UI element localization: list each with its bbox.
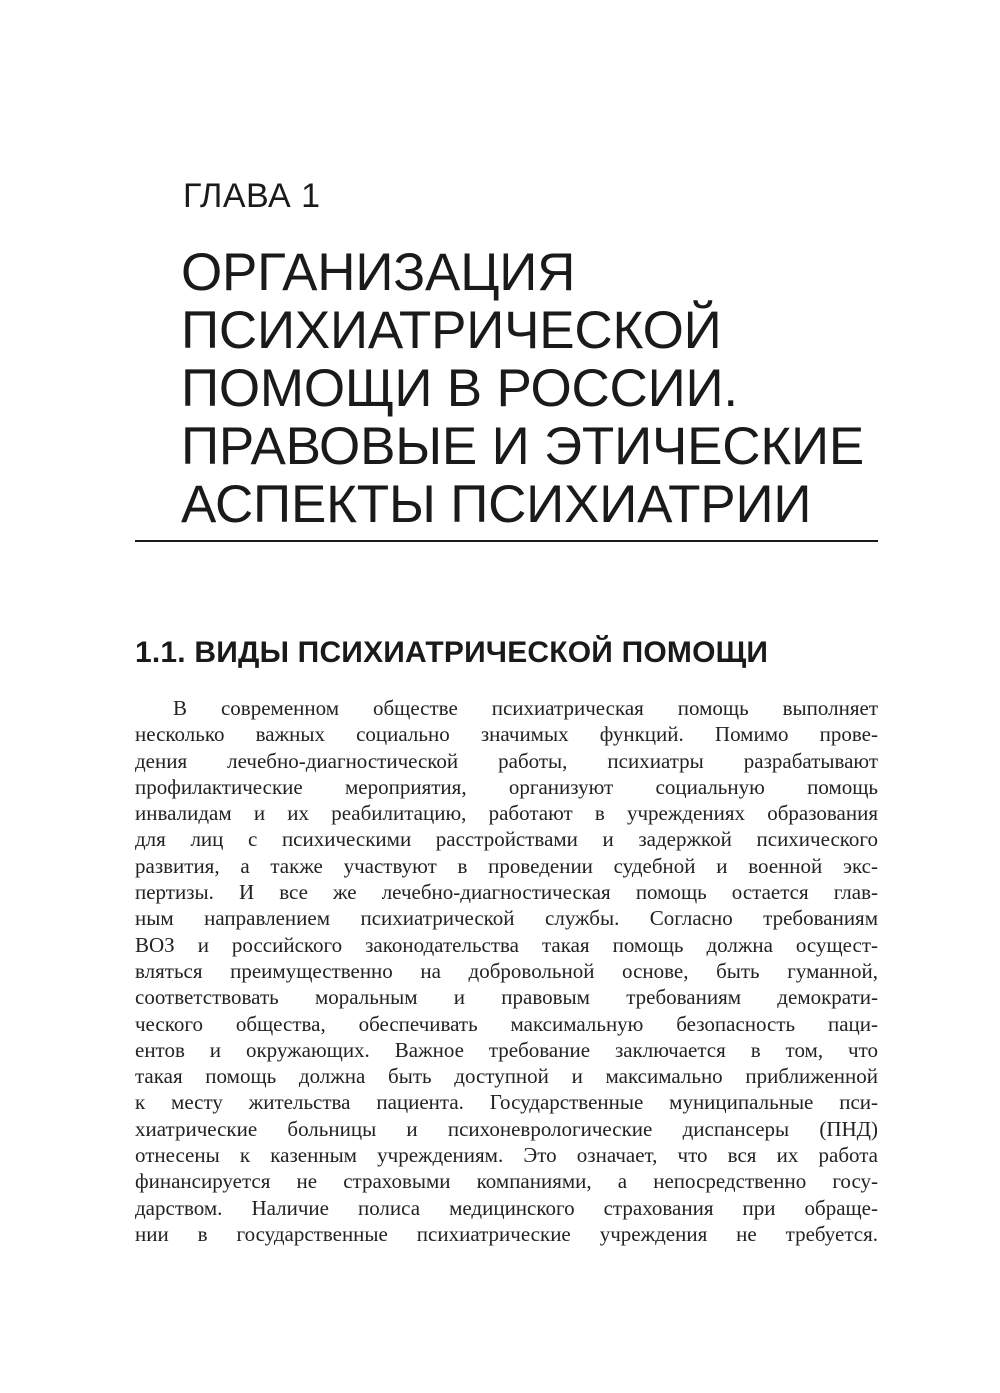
paragraph-line: финансируется не страховыми компаниями, а непосредственно госу- <box>135 1169 878 1194</box>
paragraph-line: ентов и окружающих. Важное требование заключается в том, что <box>135 1037 878 1062</box>
section-heading: 1.1. ВИДЫ ПСИХИАТРИЧЕСКОЙ ПОМОЩИ <box>135 636 769 669</box>
title-divider <box>135 540 878 542</box>
paragraph-line: пертизы. И все же лечебно-диагностическая помощь остается глав- <box>135 880 878 905</box>
chapter-title-line: ОРГАНИЗАЦИЯ <box>181 243 576 302</box>
paragraph-line: ческого общества, обеспечивать максимальную безопасность паци- <box>135 1011 878 1036</box>
paragraph-line: такая помощь должна быть доступной и максимально приближенной <box>135 1064 878 1089</box>
paragraph-line: для лиц с психическими расстройствами и задержкой психического <box>135 827 878 852</box>
body-paragraph <box>135 695 878 1247</box>
paragraph-line: дения лечебно-диагностической работы, психиатры разрабатывают <box>135 748 878 773</box>
chapter-label: ГЛАВА 1 <box>183 177 321 215</box>
paragraph-line: нии в государственные психиатрические учреждения не требуется. <box>135 1221 878 1246</box>
chapter-title-line: ПРАВОВЫЕ И ЭТИЧЕСКИЕ <box>181 417 865 476</box>
paragraph-line: отнесены к казенным учреждениям. Это означает, что вся их работа <box>135 1143 878 1168</box>
paragraph-line: развития, а также участвуют в проведении судебной и военной экс- <box>135 853 878 878</box>
paragraph-line: ным направлением психиатрической службы. Согласно требованиям <box>135 906 878 931</box>
paragraph-line: соответствовать моральным и правовым требованиям демократи- <box>135 985 878 1010</box>
paragraph-line: ВОЗ и российского законодательства такая помощь должна осущест- <box>135 932 878 957</box>
paragraph-line: хиатрические больницы и психоневрологические диспансеры (ПНД) <box>135 1116 878 1141</box>
paragraph-line: профилактические мероприятия, организуют социальную помощь <box>135 774 878 799</box>
chapter-title-line: ПСИХИАТРИЧЕСКОЙ <box>181 301 722 360</box>
paragraph-line: несколько важных социально значимых функций. Помимо прове- <box>135 722 878 747</box>
chapter-title-line: АСПЕКТЫ ПСИХИАТРИИ <box>181 475 812 534</box>
paragraph-line: к месту жительства пациента. Государственные муниципальные пси- <box>135 1090 878 1115</box>
chapter-title <box>181 244 901 534</box>
paragraph-line: инвалидам и их реабилитацию, работают в учреждениях образования <box>135 801 878 826</box>
paragraph-line: вляться преимущественно на добровольной основе, быть гуманной, <box>135 958 878 983</box>
chapter-title-line: ПОМОЩИ В РОССИИ. <box>181 359 738 418</box>
paragraph-line: дарством. Наличие полиса медицинского страхования при обраще- <box>135 1195 878 1220</box>
paragraph-line: В современном обществе психиатрическая помощь выполняет <box>173 696 878 720</box>
